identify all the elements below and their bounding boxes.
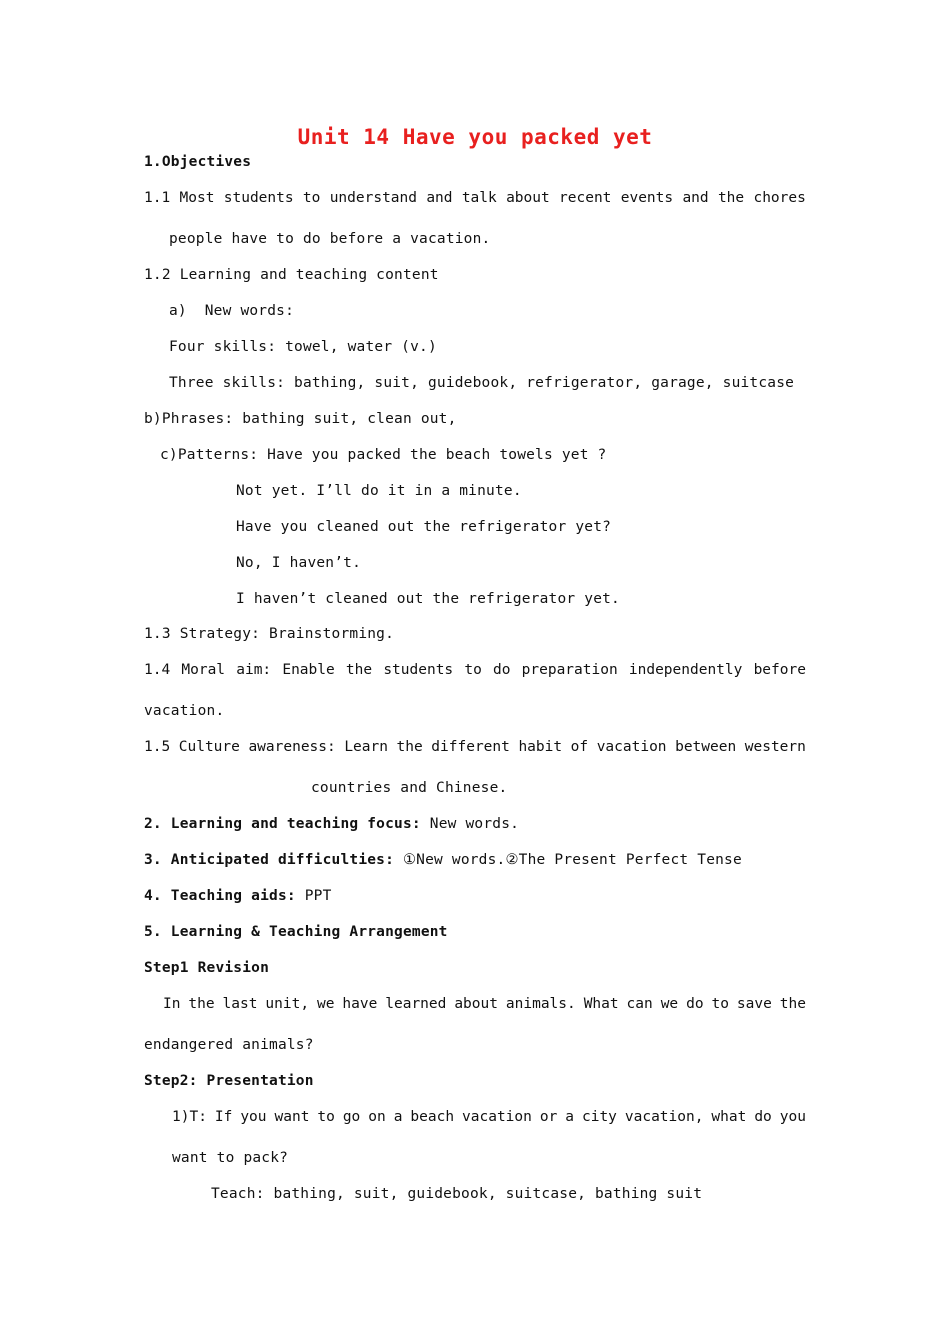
section-3-line (144, 850, 742, 870)
word: aim: (236, 662, 272, 678)
document-title: Unit 14 Have you packed yet (297, 125, 653, 149)
word: preparation (521, 662, 618, 678)
word: on (368, 1109, 386, 1125)
word: have (342, 996, 378, 1012)
section-4-line (144, 886, 332, 906)
word: unit, (265, 996, 310, 1012)
word: learned (385, 996, 447, 1012)
pattern-answer-2: No, I haven’t. (236, 555, 362, 571)
word: to (317, 1109, 335, 1125)
pattern-answer-3: I haven’t cleaned out the refrigerator yet. (236, 591, 620, 607)
word: In (163, 996, 181, 1012)
word: save (736, 996, 772, 1012)
word: want (274, 1109, 310, 1125)
objective-1-1-line2: people have to do before a vacation. (169, 231, 491, 247)
word: recent (559, 190, 612, 206)
objective-1-5-line1 (144, 737, 806, 757)
word: understand (329, 190, 417, 206)
word: habit (518, 739, 563, 755)
word: you (779, 1109, 806, 1125)
word: 1.1 (144, 190, 171, 206)
word: 1.4 (144, 662, 171, 678)
objective-1-4-line1 (144, 660, 806, 680)
word: vacation (596, 739, 667, 755)
objective-1-1-line1 (144, 188, 806, 208)
word: Learn (344, 739, 388, 755)
word: different (431, 739, 510, 755)
objective-1-5-line2: countries and Chinese. (311, 780, 508, 796)
word: 1)T: (172, 1109, 207, 1125)
step1-line2: endangered animals? (144, 1037, 314, 1053)
section-2-value: New words. (420, 816, 520, 832)
word: Culture (178, 739, 240, 755)
word: vacation, (624, 1109, 704, 1125)
step1-heading: Step1 Revision (144, 960, 270, 976)
pattern-question-2: Have you cleaned out the refrigerator yet? (236, 519, 612, 535)
step1-line1 (163, 994, 806, 1014)
objective-1-2: 1.2 Learning and teaching content (144, 267, 439, 283)
word: do (754, 1109, 772, 1125)
word: city (581, 1109, 617, 1125)
word: go (342, 1109, 361, 1125)
section-2-line (144, 814, 519, 834)
word: Most (179, 190, 215, 206)
section-3-label: 3. Anticipated difficulties: (144, 852, 395, 868)
section-5-heading: 5. Learning & Teaching Arrangement (144, 924, 448, 940)
step2-line2: want to pack? (172, 1150, 289, 1166)
objective-1-4-line2: vacation. (144, 703, 225, 719)
section-2-label: 2. Learning and teaching focus: (144, 816, 421, 832)
word: between (675, 739, 737, 755)
new-words-label: a) New words: (169, 303, 295, 319)
word: can (626, 996, 653, 1012)
word: last (222, 996, 258, 1012)
word: the (188, 996, 215, 1012)
word: animals. (505, 996, 576, 1012)
section-3-value: ①New words.②The Present Perfect Tense (394, 852, 742, 868)
phrases-line: b)Phrases: bathing suit, clean out, (144, 411, 457, 427)
word: If (214, 1109, 233, 1125)
step2-teach-line: Teach: bathing, suit, guidebook, suitcase, bathing suit (211, 1186, 703, 1202)
section-4-label: 4. Teaching aids: (144, 888, 296, 904)
word: 1.5 (144, 739, 171, 755)
word: before (753, 662, 806, 678)
word: a (565, 1109, 575, 1125)
word: you (240, 1109, 267, 1125)
objectives-heading: 1.Objectives (144, 154, 252, 170)
word: of (570, 739, 589, 755)
word: what (711, 1109, 747, 1125)
word: Moral (181, 662, 226, 678)
word: students (383, 662, 454, 678)
word: to (464, 662, 482, 678)
word: the (396, 739, 423, 755)
word: the (779, 996, 806, 1012)
word: to (711, 996, 729, 1012)
three-skills-line: Three skills: bathing, suit, guidebook, refrigerator, garage, suitcase (169, 375, 795, 391)
step2-line1 (172, 1107, 806, 1127)
word: and (426, 190, 453, 206)
word: western (744, 739, 806, 755)
word: events (620, 190, 674, 206)
word: the (717, 190, 745, 206)
word: to (302, 190, 321, 206)
section-4-value: PPT (295, 888, 332, 904)
word: talk (461, 190, 497, 206)
step2-heading: Step2: Presentation (144, 1073, 314, 1089)
word: do (493, 662, 511, 678)
word: vacation (462, 1109, 532, 1125)
word: we (660, 996, 679, 1012)
word: What (583, 996, 619, 1012)
word: we (317, 996, 335, 1012)
pattern-answer-1: Not yet. I’ll do it in a minute. (236, 483, 522, 499)
word: and (682, 190, 709, 206)
word: Enable (282, 662, 335, 678)
word: about (454, 996, 498, 1012)
word: do (686, 996, 704, 1012)
four-skills-line: Four skills: towel, water (v.) (169, 339, 437, 355)
word: awareness: (248, 739, 336, 755)
word: a (393, 1109, 403, 1125)
objective-1-3: 1.3 Strategy: Brainstorming. (144, 626, 395, 642)
word: about (506, 190, 550, 206)
word: or (539, 1109, 558, 1125)
word: independently (628, 662, 743, 678)
word: the (345, 662, 373, 678)
patterns-line: c)Patterns: Have you packed the beach towels yet ? (160, 447, 607, 463)
word: chores (753, 190, 806, 206)
word: beach (410, 1109, 455, 1125)
word: students (223, 190, 294, 206)
